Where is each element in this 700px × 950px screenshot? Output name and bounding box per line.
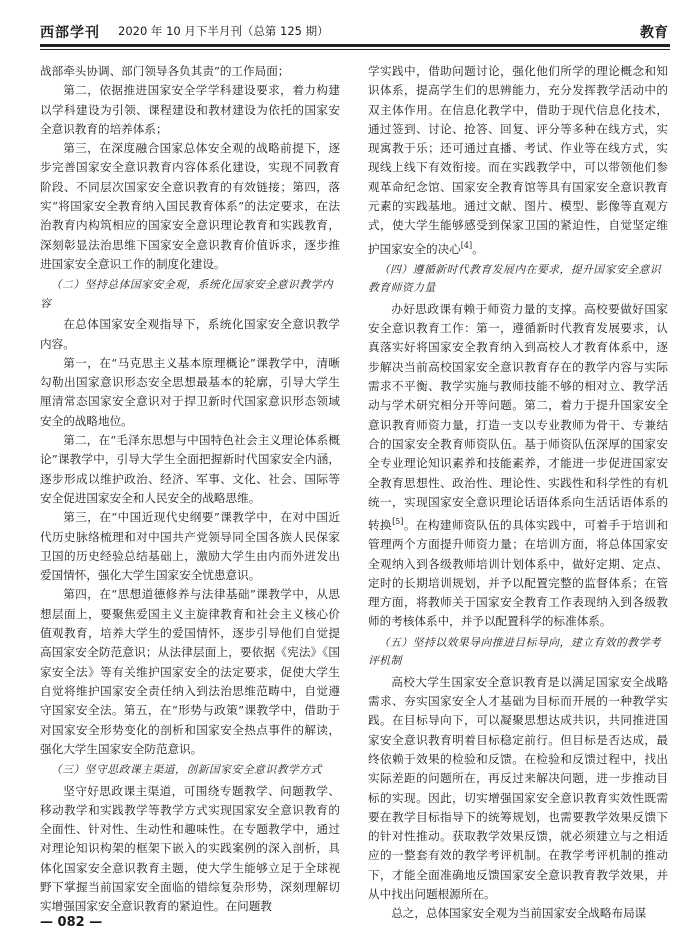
paragraph-end: 。 <box>472 241 484 256</box>
paragraph-text: 办好思政课有赖于师资力量的支撑。高校要做好国家安全意识教育工作：第一，遵循新时代教育发展要求，认真落实好将国家安全教育纳入到高校人才教育体系中，逐步解决当前高校国家安全意识教育存在的教学内容与实际需求不平衡、教学实施与教师技能不够的相对立、教学活动与学术研究相分开等问题。第二，着力于提升国家安全意识教育师资力量，打造一支以专业教师为骨干、专兼结合的国家安全教育师资队伍。基于师资队伍深厚的国家安全专业理论知识素养和技能素养，才能进一步促进国家安全教育思想性、政治性、理论性、实践性和科学性的有机统一，实现国家安全意识理论话语体系向生活话语体系的转换 <box>368 301 668 532</box>
running-header <box>40 22 668 42</box>
section-heading: （三）坚守思政课主渠道，创新国家安全意识教学方式 <box>50 763 322 777</box>
paragraph <box>368 62 668 259</box>
paragraph: 第二，依据推进国家安全学学科建设要求，着力构建以学科建设为引领、课程建设和教材建设为依托的国家安全意识教育的培养体系； <box>40 83 340 136</box>
paragraph: 第二，在“毛泽东思想与中国特色社会主义理论体系概论”课教学中，引导大学生全面把握新时代国家安全内涵，逐步形成以维护政治、经济、军事、文化、社会、国际等安全促进国家安全和人民安全的战略思维。 <box>40 433 340 505</box>
section-name: 教育 <box>640 25 668 41</box>
section-heading: （四）遵循新时代教育发展内在要求，提升国家安全意识教育师资力量 <box>368 262 662 295</box>
header-rule-thin <box>40 49 670 50</box>
page-number: — 082 — <box>40 915 103 930</box>
citation-ref: [5] <box>392 517 404 527</box>
paragraph: 第四，在“思想道德修养与法律基础”课教学中，从思想层面上，要聚焦爱国主义主旋律教育和社会主义核心价值观教育，培养大学生的爱国情怀，逐步引导他们自觉提高国家安全防范意识；从法律层面上，要依据《宪法》《国家安全法》等有关维护国家安全的法定要求，促使大学生自觉将维护国家安全责任纳入到法治思维范畴中，自觉遵守国家安全法。第五，在“形势与政策”课教学中，借助于对国家安全形势变化的剖析和国家安全热点事件的解读，强化大学生国家安全防范意识。 <box>40 587 340 756</box>
journal-name: 西部学刊 <box>40 25 100 41</box>
paragraph <box>368 300 668 632</box>
paragraph: 坚守好思政课主渠道，可围绕专题教学、问题教学、移动教学和实践教学等教学方式实现国家安全意识教育的全面性、针对性、生动性和趣味性。在专题教学中，通过对理论知识构架的框架下嵌入的实践案例的深入剖析，具体化国家安全意识教育主题，使大学生能够立足于全球视野下掌握当前国家安全面临的错综复杂形势，深刻理解切实增强国家安全意识教育的紧迫性。在问题教 <box>40 783 340 914</box>
paragraph: 高校大学生国家安全意识教育是以满足国家安全战略需求、夯实国家安全人才基础为目标而开展的一种教学实践。在目标导向下，可以凝聚思想达成共识，共同推进国家安全意识教育明着目标稳定前行。但目标是否达成，最终依赖于效果的检验和反馈。在检验和反馈过程中，找出实际差距的问题所在，再反过来解决问题，进一步推动目标的实现。因此，切实增强国家安全意识教育实效性既需要在教学目标指导下的统筹规划，也需要教学效果反馈下的针对性推动。获取教学效果反馈，就必须建立与之相适应的一整套有效的教学考评机制。在教学考评机制的推动下，才能全面准确地反馈国家安全意识教育教学效果，并从中找出问题根源所在。 <box>368 674 668 901</box>
paragraph: 在总体国家安全观指导下，系统化国家安全意识教学内容。 <box>40 317 340 351</box>
paragraph: 第三，在深度融合国家总体安全观的战略前提下，逐步完善国家安全意识教育内容体系化建设，实现不同教育阶段、不同层次国家安全意识教育的有效链接；第四，落实“将国家安全教育纳入国民教育体系”的法定要求，在法治教育内构筑相应的国家安全意识理论教育和实践教育，深刻彰显法治思维下国家安全意识教育价值诉求，逐步推进国家安全意识工作的制度化建设。 <box>40 141 340 271</box>
paragraph: 战部牵头协调、部门领导各负其责”的工作局面； <box>40 64 290 78</box>
section-heading: （二）坚持总体国家安全观，系统化国家安全意识教学内容 <box>40 278 334 310</box>
paragraph-text: 学实践中，借助问题讨论，强化他们所学的理论概念和知识体系，提高学生们的思辨能力，充分发挥教学活动中的双主体作用。在信息化教学中，借助于现代信息化技术，通过签到、讨论、抢答、回复、评分等多种在线方式，实现寓教于乐；还可通过直播、考试、作业等在线方式，实现线上线下有效衔接。而在实践教学中，可以带领他们参观革命纪念馆、国家安全教育馆等具有国家安全意识教育元素的实践基地。通过文献、图片、模型、影像等直观方式，使大学生能够感受到保家卫国的紧迫性，自觉坚定维护国家安全的决心 <box>368 64 668 256</box>
header-rule-thick <box>40 44 670 47</box>
left-column <box>40 62 340 917</box>
right-column <box>368 62 668 924</box>
paragraph: 总之，总体国家安全观为当前国家安全战略布局谋 <box>391 906 647 921</box>
paragraph-end: 。在构建师资队伍的具体实践中，可着手于培训和管理两个方面提升师资力量；在培训方面，将总体国家安全观纳入到各级教师培训计划体系中，做好定期、定点、定时的长期培训规划，并予以配置完整的监督体系；在管理方面，将教师关于国家安全教育工作表现纳入到各级教师的考核体系中，并予以配置科学的标准体系。 <box>368 517 668 629</box>
section-heading: （五）坚持以效果导向推进目标导向，建立有效的教学考评机制 <box>368 635 662 668</box>
paragraph: 第三，在“中国近现代史纲要”课教学中，在对中国近代历史脉络梳理和对中国共产党领导同全国各族人民保家卫国的历史经验总结基础上，激励大学生由内而外迸发出爱国情怀，强化大学生国家安全忧患意识。 <box>40 510 340 583</box>
issue-info: 2020 年 10 月下半月刊（总第 125 期） <box>118 24 329 38</box>
citation-ref: [4] <box>460 240 473 250</box>
paragraph: 第一，在“马克思主义基本原理概论”课教学中，清晰勾勒出国家意识形态安全思想最基本的轮廓，引导大学生厘清常态国家安全意识对于捍卫新时代国家意识形态领域安全的战略地位。 <box>40 355 340 428</box>
